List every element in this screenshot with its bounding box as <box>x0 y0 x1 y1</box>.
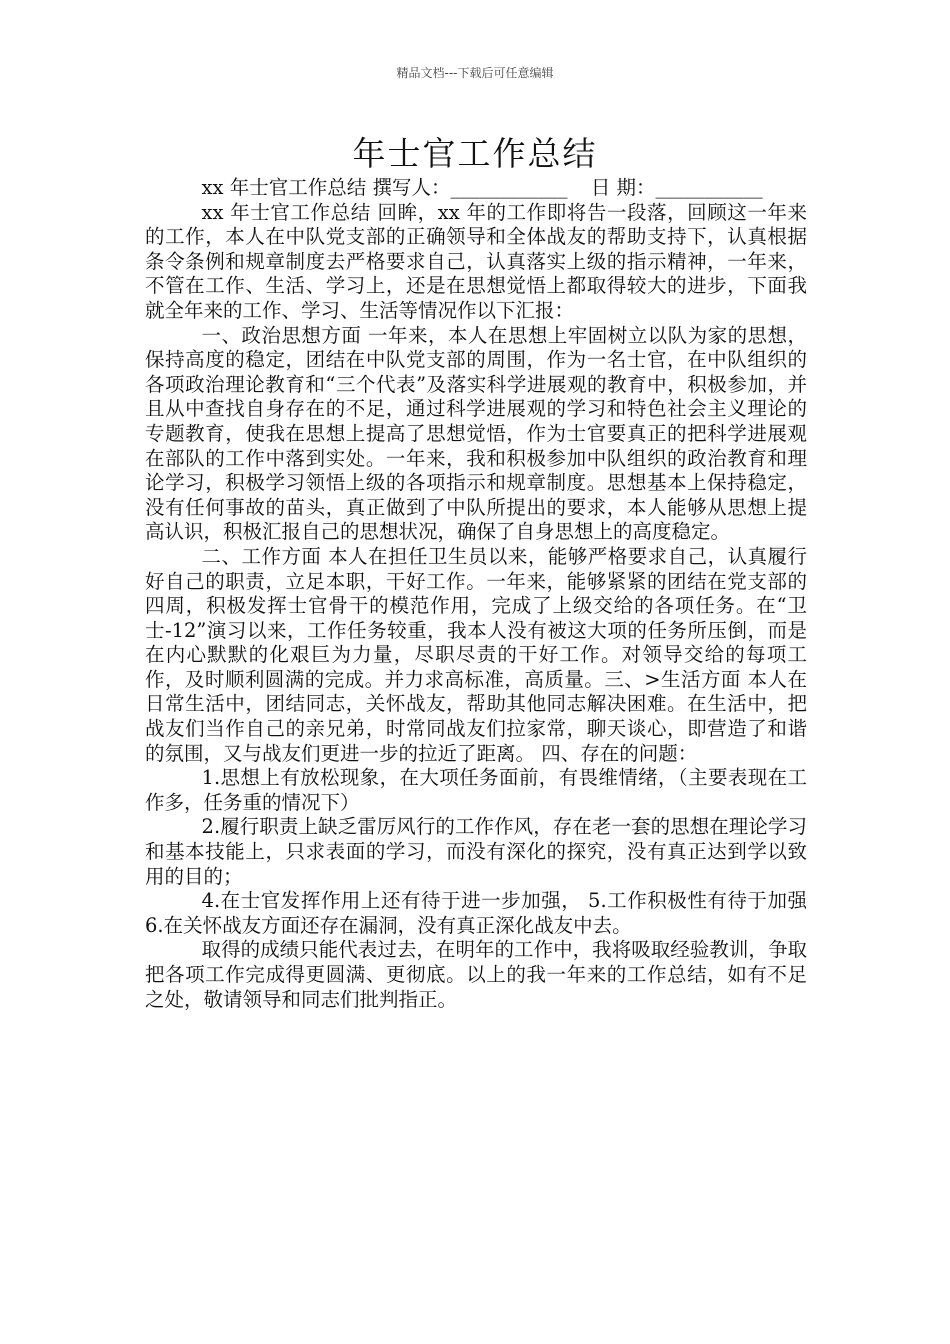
author-blank: ____________ <box>450 176 568 199</box>
paragraph-politics: 一、政治思想方面 一年来，本人在思想上牢固树立以队为家的思想，保持高度的稳定，团结在中队党支部的周围，作为一名士官，在中队组织的各项政治理论教育和“三个代表”及落实科学进展观的教育中，积极参加，并且从中查找自身存在的不足，通过科学进展观的学习和特色社会主义理论的专题教育，使我在思想上提高了思想觉悟，作为士官要真正的把科学进展观在部队的工作中落到实处。一年来，我和积极参加中队组织的政治教育和理论学习，积极学习领悟上级的各项指示和规章制度。思想基本上保持稳定，没有任何事故的苗头，真正做到了中队所提出的要求，本人能够从思想上提高认识，积极汇报自己的思想状况，确保了自身思想上的高度稳定。 <box>145 323 807 544</box>
document-body <box>145 176 807 1012</box>
paragraph-conclusion: 取得的成绩只能代表过去，在明年的工作中，我将吸取经验教训，争取把各项工作完成得更圆满、更彻底。以上的我一年来的工作总结，如有不足之处，敬请领导和同志们批判指正。 <box>145 938 807 1011</box>
meta-prefix: xx 年士官工作总结 撰写人： <box>201 176 451 199</box>
paragraph-issue-2: 2.履行职责上缺乏雷厉风行的工作作风，存在老一套的思想在理论学习和基本技能上，只求表面的学习，而没有深化的探究，没有真正达到学以致用的目的； <box>145 815 807 888</box>
document-title: 年士官工作总结 <box>352 134 598 173</box>
date-blank: ___________ <box>655 176 763 199</box>
paragraph-issue-1: 1.思想上有放松现象，在大项任务面前，有畏维情绪，（主要表现在工作多，任务重的情况下） <box>145 766 807 814</box>
meta-line <box>145 176 807 201</box>
date-label: 日 期： <box>590 176 656 199</box>
paragraph-issue-4-6: 4.在士官发挥作用上还有待于进一步加强， 5.工作积极性有待于加强 6.在关怀战友方面还存在漏洞，没有真正深化战友中去。 <box>145 889 807 937</box>
paragraph-intro: xx 年士官工作总结 回眸，xx 年的工作即将告一段落，回顾这一年来的工作，本人在中队党支部的正确领导和全体战友的帮助支持下，认真根据条令条例和规章制度去严格要求自己，认真落实上级的指示精神，一年来，不管在工作、生活、学习上，还是在思想觉悟上都取得较大的进步，下面我就全年来的工作、学习、生活等情况作以下汇报： <box>145 200 807 322</box>
paragraph-work: 二、工作方面 本人在担任卫生员以来，能够严格要求自己，认真履行好自己的职责，立足本职，干好工作。一年来，能够紧紧的团结在党支部的四周，积极发挥士官骨干的模范作用，完成了上级交给的各项任务。在“卫士-12”演习以来，工作任务较重，我本人没有被这大项的任务所压倒，而是在内心默默的化艰巨为力量，尽职尽责的干好工作。对领导交给的每项工作，及时顺利圆满的完成。并力求高标准，高质量。三、>生活方面 本人在日常生活中，团结同志，关怀战友，帮助其他同志解决困难。在生活中，把战友们当作自己的亲兄弟，时常同战友们拉家常，聊天谈心，即营造了和谐的氛围，又与战友们更进一步的拉近了距离。 四、存在的问题： <box>145 544 807 765</box>
page-header: 精品文档---下载后可任意编辑 <box>396 66 554 80</box>
